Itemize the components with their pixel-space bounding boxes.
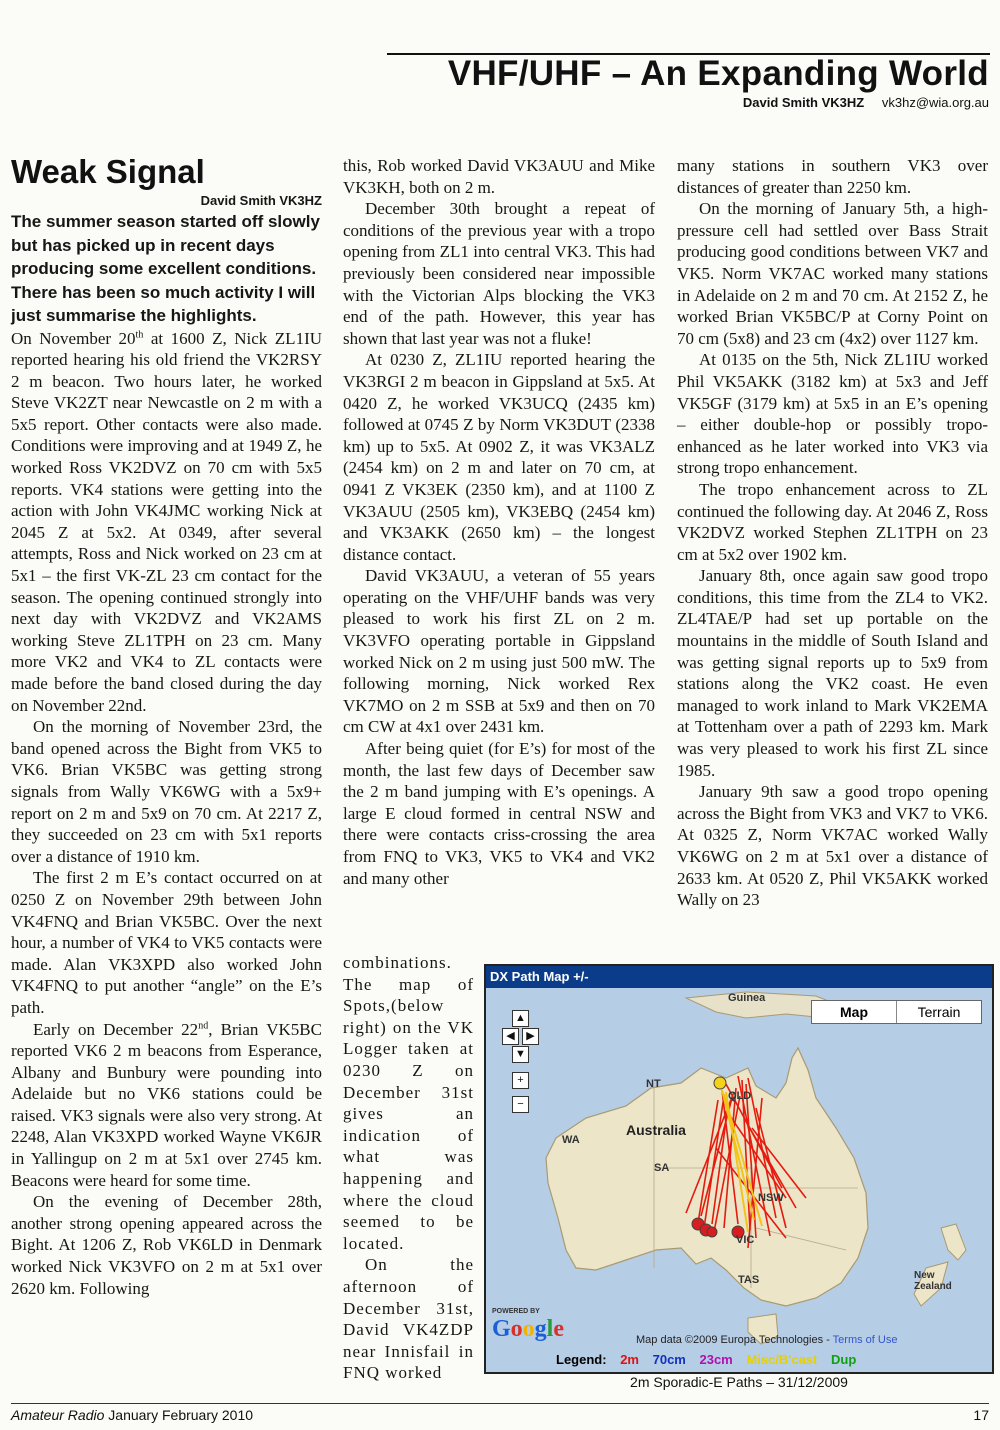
paragraph: At 0230 Z, ZL1IU reported hearing the VK3RGI 2 m beacon in Gippsland at 5x5. At 0420 Z, he worked VK3UCQ (2435 km) followed at 0745 Z by Norm VK3DUT (2338 km) up to 5x5. At 0902 Z, it was VK3ALZ (2454 km) on 2 m and later on 70 cm, at 0941 Z VK3EK (2350 km), and at 1100 Z VK3AUU (2505 km), VK3EBQ (2454 km) and VK3AKK (2650 km) – the longest distance contact. [343, 350, 655, 564]
label-wa: WA [562, 1134, 580, 1146]
paragraph: this, Rob worked David VK3AUU and Mike VK3KH, both on 2 m. [343, 156, 655, 197]
powered-by-label: POWERED BY [492, 1308, 540, 1315]
paragraph: On the evening of December 28th, another strong opening appeared across the Bight. At 1206 Z, Rob VK6LD in Denmark worked Nick VK3VFO on 2 m at 5x1 over 2620 km. Following [11, 1192, 322, 1298]
column-2 [343, 155, 655, 889]
label-nsw: NSW [758, 1192, 784, 1204]
map-title: DX Path Map +/- [486, 966, 992, 988]
section-lead: The summer season started off slowly but has picked up in recent days producing some excellent conditions. There has been so much activity I will just summarise the highlights. [11, 212, 320, 325]
page-number: 17 [973, 1407, 989, 1423]
paragraph: On the morning of January 5th, a high-pressure cell had settled over Bass Strait producing good conditions between VK7 and VK5. Norm VK7AC worked many stations in Adelaide on 2 m and 70 cm. At 2152 Z, he worked Brian VK5BC/P at Corny Point on 70 cm (5x8) and 23 cm (4x2) over 1127 km. [677, 199, 988, 348]
column-1 [11, 152, 322, 1299]
label-nt: NT [646, 1078, 661, 1090]
map-canvas[interactable] [486, 988, 992, 1372]
label-nz: New Zealand [914, 1270, 952, 1292]
column-2-narrow [343, 952, 474, 1384]
paragraph: David VK3AUU, a veteran of 55 years operating on the VHF/UHF bands was very pleased to work his first ZL on 2 m. VK3VFO operating portable in Gippsland worked Nick on 2 m using just 500 mW. The following morning, Nick worked Rex VK7MO on 2 m SSB at 5x9 and then on 70 cm CW at 4x1 over 2431 km. [343, 566, 655, 737]
map-legend [556, 1352, 866, 1367]
paragraph: On the morning of November 23rd, the band opened across the Bight from VK5 to VK6. Brian VK5BC was getting strong signals from Wally VK6WG with a 5x9+ report on 2 m and 5x9 on 70 cm. At 2217 Z, they succeeded on 23 cm with 5x1 reports over a distance of 1910 km. [11, 717, 322, 866]
terms-of-use-link[interactable]: Terms of Use [832, 1334, 898, 1346]
paragraph: At 0135 on the 5th, Nick ZL1IU worked Phil VK5AKK (3182 km) at 5x3 and Jeff VK5GF (3179 km) at 5x5 in an E’s opening – either double-hop or possibly tropo-enhanced as he later worked into VK3 via strong tropo enhancement. [677, 350, 988, 478]
footer-rule [11, 1403, 989, 1404]
legend-dup: Dup [831, 1352, 857, 1367]
paragraph: The first 2 m E’s contact occurred on at 0250 Z on November 29th between John VK4FNQ and Brian VK5BC. Over the next hour, a number of VK4 to VK5 contacts were made. Alan VK3XPD also worked John VK4FNQ to put another “angle” on the E’s path. [11, 868, 322, 1017]
figure-caption: 2m Sporadic-E Paths – 31/12/2009 [630, 1374, 848, 1390]
legend-2m: 2m [620, 1352, 639, 1367]
footer-publication: Amateur Radio January February 2010 [11, 1407, 254, 1423]
paragraph: After being quiet (for E’s) for most of the month, the last few days of December saw the 2 m band jumping with E’s openings. A large E cloud formed in central NSW and there were contacts criss-crossing the area from FNQ to VK3, VK5 to VK4 and VK2 and many other [343, 739, 655, 888]
paragraph: On November 20th at 1600 Z, Nick ZL1IU reported hearing his old friend the VK2RSY 2 m beacon. Two hours later, he worked Steve VK2ZT near Newcastle on 2 m with a 5x5 report. Other contacts were also made. Conditions were improving and at 1949 Z, he worked Ross VK2DVZ on 70 cm with 5x5 reports. VK4 stations were getting into the action with John VK4JMC working Nick at 2045 Z at 5x2. At 0349, after several attempts, Ross and Nick worked on 23 cm at 5x1 – the first VK-ZL 23 cm contact for the season. The opening continued strongly into next day with VK2DVZ and VK2AMS working Steve ZL1TPH on 23 cm. Many more VK2 and VK4 to ZL contacts were made before the band closed during the day on November 22nd. [11, 328, 323, 715]
label-qld: QLD [728, 1090, 752, 1102]
google-logo[interactable]: Google [492, 1316, 564, 1342]
label-australia: Australia [626, 1122, 686, 1138]
label-vic: VIC [736, 1234, 755, 1246]
label-sa: SA [654, 1162, 670, 1174]
pan-left-icon[interactable]: ◀ [502, 1028, 519, 1045]
label-tas: TAS [738, 1274, 760, 1286]
zoom-out-icon[interactable]: − [512, 1096, 529, 1113]
map-button[interactable]: Map [812, 1001, 897, 1023]
page-title: VHF/UHF – An Expanding World [447, 54, 989, 93]
label-guinea: Guinea [728, 992, 766, 1004]
terrain-button[interactable]: Terrain [897, 1001, 981, 1023]
header-byline [600, 95, 989, 110]
pan-down-icon[interactable]: ▼ [512, 1046, 529, 1063]
section-title: Weak Signal [11, 153, 205, 190]
map-type-switch[interactable] [811, 1000, 982, 1024]
dx-path-map[interactable] [484, 964, 994, 1374]
legend-23cm: 23cm [699, 1352, 733, 1367]
pan-up-icon[interactable]: ▲ [512, 1010, 529, 1027]
paragraph: On the afternoon of December 31st, David VK4ZDP near Innisfail in FNQ worked [343, 1255, 474, 1383]
paragraph: January 9th saw a good tropo opening across the Bight from VK3 and VK7 to VK6. At 0325 Z, Norm VK7AC worked Wally VK6WG on 2 m at 5x1 over a distance of 2633 km. At 0520 Z, Phil VK5AKK worked Wally on 23 [677, 782, 988, 910]
header-email[interactable]: vk3hz@wia.org.au [881, 95, 989, 110]
pan-right-icon[interactable]: ▶ [522, 1028, 539, 1045]
paragraph: combinations. The map of Spots,(below right) on the VK Logger taken at 0230 Z on December 31st gives an indication of what was happening and where the cloud seemed to be located. [343, 953, 474, 1253]
legend-misc: Misc/B'cast [746, 1352, 818, 1367]
zoom-in-icon[interactable]: + [512, 1072, 529, 1089]
paragraph: many stations in southern VK3 over distances of greater than 2250 km. [677, 156, 988, 197]
paragraph: January 8th, once again saw good tropo conditions, this time from the ZL4 to VK2. ZL4TAE/P had set up portable on the mountains in the middle of South Island and was getting signal reports up to 5x9 from stations along the VK2 coast. He even managed to work inland to Mark VK2EMA at Tottenham over a path of 2293 km. Mark was very pleased to work his first ZL since 1985. [677, 566, 988, 780]
paragraph: The tropo enhancement across to ZL continued the following day. At 2046 Z, Ross VK2DVZ worked Stephen ZL1TPH on 23 cm at 5x2 over 1902 km. [677, 479, 988, 564]
legend-title: Legend: [556, 1352, 607, 1367]
legend-70cm: 70cm [652, 1352, 686, 1367]
paragraph: December 30th brought a repeat of conditions of the previous year with a tropo opening from ZL1 into central VK3. This had previously been considered near impossible with the Victorian Alps blocking the VK3 end of the path. However, this year has shown that last year was not a fluke! [343, 199, 655, 348]
map-attribution: Map data ©2009 Europa Technologies - Terms of Use [636, 1334, 898, 1346]
paragraph: Early on December 22nd, Brian VK5BC reported VK6 2 m beacons from Esperance, Albany and Bunbury were pounding into Adelaide but no VK6 stations could be raised. VK3 signals were also very strong. At 2248, Alan VK3XPD worked Wayne VK6JR in Yallingup on 2 m at 5x1 over 2745 km. Beacons were heard for some time. [11, 1019, 322, 1190]
header-author: David Smith VK3HZ [742, 95, 865, 110]
column-3 [677, 155, 988, 911]
section-author: David Smith VK3HZ [200, 193, 322, 208]
